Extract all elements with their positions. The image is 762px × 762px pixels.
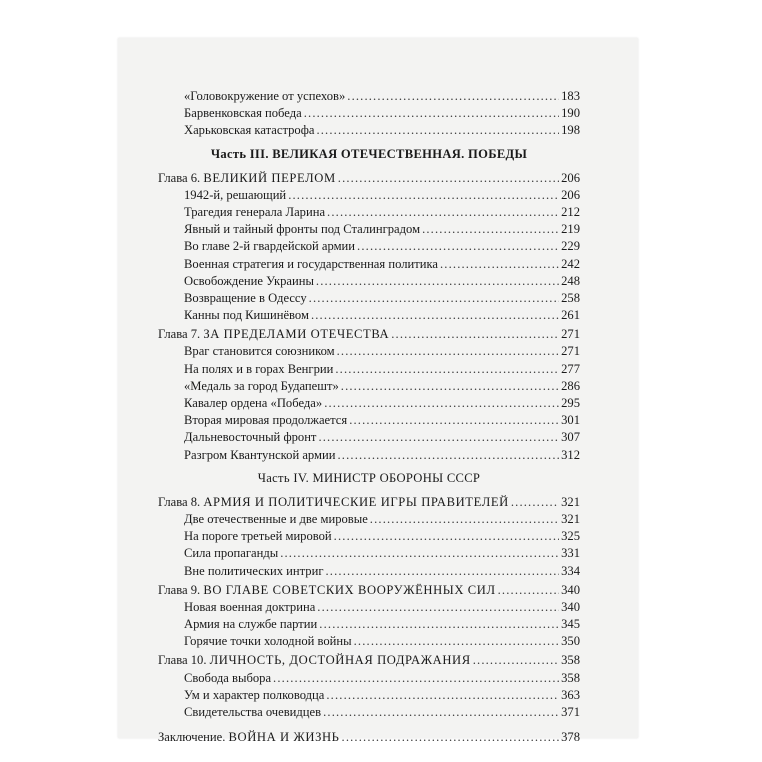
toc-entry-title: Во главе 2-й гвардейской армии — [184, 239, 356, 254]
toc-entry — [158, 221, 580, 238]
toc-entry-title: Враг становится союзником — [184, 344, 335, 359]
toc-entry-page: 340 — [561, 599, 580, 614]
toc-entry — [158, 273, 580, 290]
toc-entry-title: Вне политических интриг — [184, 563, 324, 578]
toc-leader-dots — [327, 204, 559, 221]
toc-entry-title: Свобода выбора — [184, 670, 272, 685]
conclusion-page: 378 — [561, 730, 580, 745]
toc-entry-title: 1942-й, решающий — [184, 187, 287, 202]
table-of-contents — [158, 88, 580, 746]
chapter-page: 271 — [561, 327, 580, 342]
toc-entry-page: 371 — [561, 705, 580, 719]
toc-leader-dots — [318, 429, 559, 446]
toc-entry-page: 271 — [561, 344, 580, 359]
toc-entry-page: 261 — [561, 308, 580, 323]
toc-entry — [158, 563, 580, 580]
toc-entry-page: 295 — [561, 396, 580, 410]
toc-entry — [158, 670, 580, 687]
toc-entry-title: Канны под Кишинёвом — [184, 308, 309, 323]
toc-leader-dots — [334, 528, 559, 545]
toc-entry-title: Трагедия генерала Ларина — [184, 204, 326, 219]
toc-leader-dots — [473, 652, 559, 669]
part-heading: Часть IV. МИНИСТР ОБОРОНЫ СССР — [257, 470, 481, 485]
chapter-title: Глава 10. ЛИЧНОСТЬ, ДОСТОЙНАЯ ПОДРАЖАНИЯ — [158, 653, 471, 668]
toc-entry-title: Военная стратегия и государственная политика — [184, 256, 438, 271]
toc-leader-dots — [498, 582, 559, 599]
toc-entry-page: 198 — [561, 123, 580, 138]
toc-entry-page: 307 — [561, 430, 580, 445]
chapter-title: Глава 7. ЗА ПРЕДЕЛАМИ ОТЕЧЕСТВА — [158, 327, 390, 342]
chapter-title: Глава 8. АРМИЯ И ПОЛИТИЧЕСКИЕ ИГРЫ ПРАВИТЕЛЕЙ — [158, 494, 509, 509]
toc-entry-page: 312 — [561, 447, 580, 462]
toc-entry — [158, 511, 580, 528]
chapter-page: 340 — [561, 582, 580, 597]
toc-leader-dots — [304, 105, 559, 122]
toc-leader-dots — [288, 187, 559, 204]
toc-entry-page: 363 — [561, 687, 580, 702]
toc-entry-page: 248 — [561, 273, 580, 288]
toc-entry — [158, 704, 580, 721]
toc-entry-title: Возвращение в Одессу — [184, 290, 307, 305]
toc-leader-dots — [338, 170, 559, 187]
toc-entry — [158, 687, 580, 704]
toc-entry — [158, 307, 580, 324]
toc-entry-title: Свидетельства очевидцев — [184, 705, 322, 719]
chapter-title: Глава 6. ВЕЛИКИЙ ПЕРЕЛОМ — [158, 170, 336, 185]
toc-entry — [158, 238, 580, 255]
toc-entry — [158, 343, 580, 360]
toc-leader-dots — [280, 545, 559, 562]
toc-leader-dots — [357, 238, 559, 255]
toc-entry — [158, 528, 580, 545]
toc-leader-dots — [309, 290, 559, 307]
toc-entry-title: На полях и в горах Венгрии — [184, 361, 334, 376]
toc-leader-dots — [511, 494, 559, 511]
toc-leader-dots — [326, 687, 559, 704]
toc-entry-title: Кавалер ордена «Победа» — [184, 396, 323, 410]
conclusion-title: Заключение. ВОЙНА И ЖИЗНЬ — [158, 730, 340, 745]
toc-entry-page: 206 — [561, 187, 580, 202]
toc-entry — [158, 187, 580, 204]
toc-entry-page: 277 — [561, 361, 580, 376]
toc-entry-title: Явный и тайный фронты под Сталинградом — [184, 222, 421, 237]
toc-leader-dots — [324, 395, 559, 412]
toc-entry-page: 183 — [561, 89, 580, 103]
toc-entry-page: 190 — [561, 106, 580, 121]
toc-entry-page: 334 — [561, 563, 580, 578]
toc-leader-dots — [335, 361, 559, 378]
chapter-page: 206 — [561, 170, 580, 185]
toc-entry-page: 286 — [561, 378, 580, 393]
toc-leader-dots — [338, 447, 560, 464]
toc-entry — [158, 361, 580, 378]
toc-entry — [158, 429, 580, 446]
toc-entry-title: Дальневосточный фронт — [184, 430, 317, 445]
toc-entry-title: Барвенковская победа — [184, 106, 302, 121]
toc-entry-page: 350 — [561, 634, 580, 649]
toc-entry — [158, 378, 580, 395]
toc-entry-page: 331 — [561, 546, 580, 561]
toc-leader-dots — [326, 563, 560, 580]
toc-entry-title: Ум и характер полководца — [184, 687, 325, 702]
toc-leader-dots — [337, 343, 560, 360]
toc-entry-page: 325 — [561, 529, 580, 544]
toc-leader-dots — [349, 412, 559, 429]
toc-entry-page: 301 — [561, 413, 580, 428]
toc-entry-title: Сила пропаганды — [184, 546, 279, 561]
toc-entry — [158, 105, 580, 122]
toc-leader-dots — [316, 273, 559, 290]
toc-leader-dots — [319, 616, 559, 633]
toc-entry-page: 321 — [561, 511, 580, 526]
chapter-entry — [158, 326, 580, 343]
toc-leader-dots — [440, 256, 559, 273]
toc-entry-page: 242 — [561, 256, 580, 271]
toc-entry — [158, 412, 580, 429]
toc-entry-title: Харьковская катастрофа — [184, 123, 315, 138]
toc-leader-dots — [370, 511, 559, 528]
toc-leader-dots — [341, 378, 559, 395]
toc-entry — [158, 545, 580, 562]
toc-leader-dots — [342, 729, 560, 746]
toc-entry — [158, 395, 580, 412]
chapter-entry — [158, 652, 580, 669]
toc-entry-page: 345 — [561, 617, 580, 632]
toc-entry-title: Новая военная доктрина — [184, 599, 316, 614]
chapter-entry — [158, 582, 580, 599]
toc-entry-title: Вторая мировая продолжается — [184, 413, 348, 428]
toc-entry-title: Разгром Квантунской армии — [184, 447, 336, 462]
chapter-entry — [158, 170, 580, 187]
toc-leader-dots — [347, 88, 559, 105]
toc-entry-page: 212 — [561, 204, 580, 219]
toc-entry-title: «Головокружение от успехов» — [184, 89, 346, 103]
part-heading: Часть III. ВЕЛИКАЯ ОТЕЧЕСТВЕННАЯ. ПОБЕДЫ — [210, 146, 528, 161]
toc-entry — [158, 633, 580, 650]
toc-leader-dots — [311, 307, 559, 324]
toc-entry-title: Освобождение Украины — [184, 273, 314, 288]
toc-entry-page: 219 — [561, 222, 580, 237]
toc-leader-dots — [323, 704, 559, 721]
toc-entry-page: 258 — [561, 290, 580, 305]
toc-leader-dots — [317, 599, 559, 616]
chapter-page: 321 — [561, 494, 580, 509]
toc-entry-title: На пороге третьей мировой — [184, 529, 332, 544]
toc-entry — [158, 616, 580, 633]
toc-leader-dots — [354, 633, 559, 650]
toc-entry-page: 358 — [561, 670, 580, 685]
toc-entry — [158, 122, 580, 139]
chapter-page: 358 — [561, 653, 580, 668]
chapter-title: Глава 9. ВО ГЛАВЕ СОВЕТСКИХ ВООРУЖЁННЫХ СИЛ — [158, 582, 496, 597]
toc-entry — [158, 256, 580, 273]
conclusion-entry — [158, 729, 580, 746]
toc-entry-title: Армия на службе партии — [184, 617, 318, 632]
toc-entry — [158, 599, 580, 616]
toc-entry-title: «Медаль за город Будапешт» — [184, 378, 339, 393]
toc-entry-title: Две отечественные и две мировые — [184, 511, 368, 526]
toc-leader-dots — [422, 221, 559, 238]
chapter-entry — [158, 494, 580, 511]
toc-entry-page: 229 — [561, 239, 580, 254]
toc-leader-dots — [391, 326, 559, 343]
toc-entry — [158, 290, 580, 307]
toc-leader-dots — [273, 670, 559, 687]
toc-entry-title: Горячие точки холодной войны — [184, 634, 352, 649]
toc-entry — [158, 204, 580, 221]
toc-entry — [158, 447, 580, 464]
toc-entry — [158, 88, 580, 105]
toc-leader-dots — [316, 122, 559, 139]
